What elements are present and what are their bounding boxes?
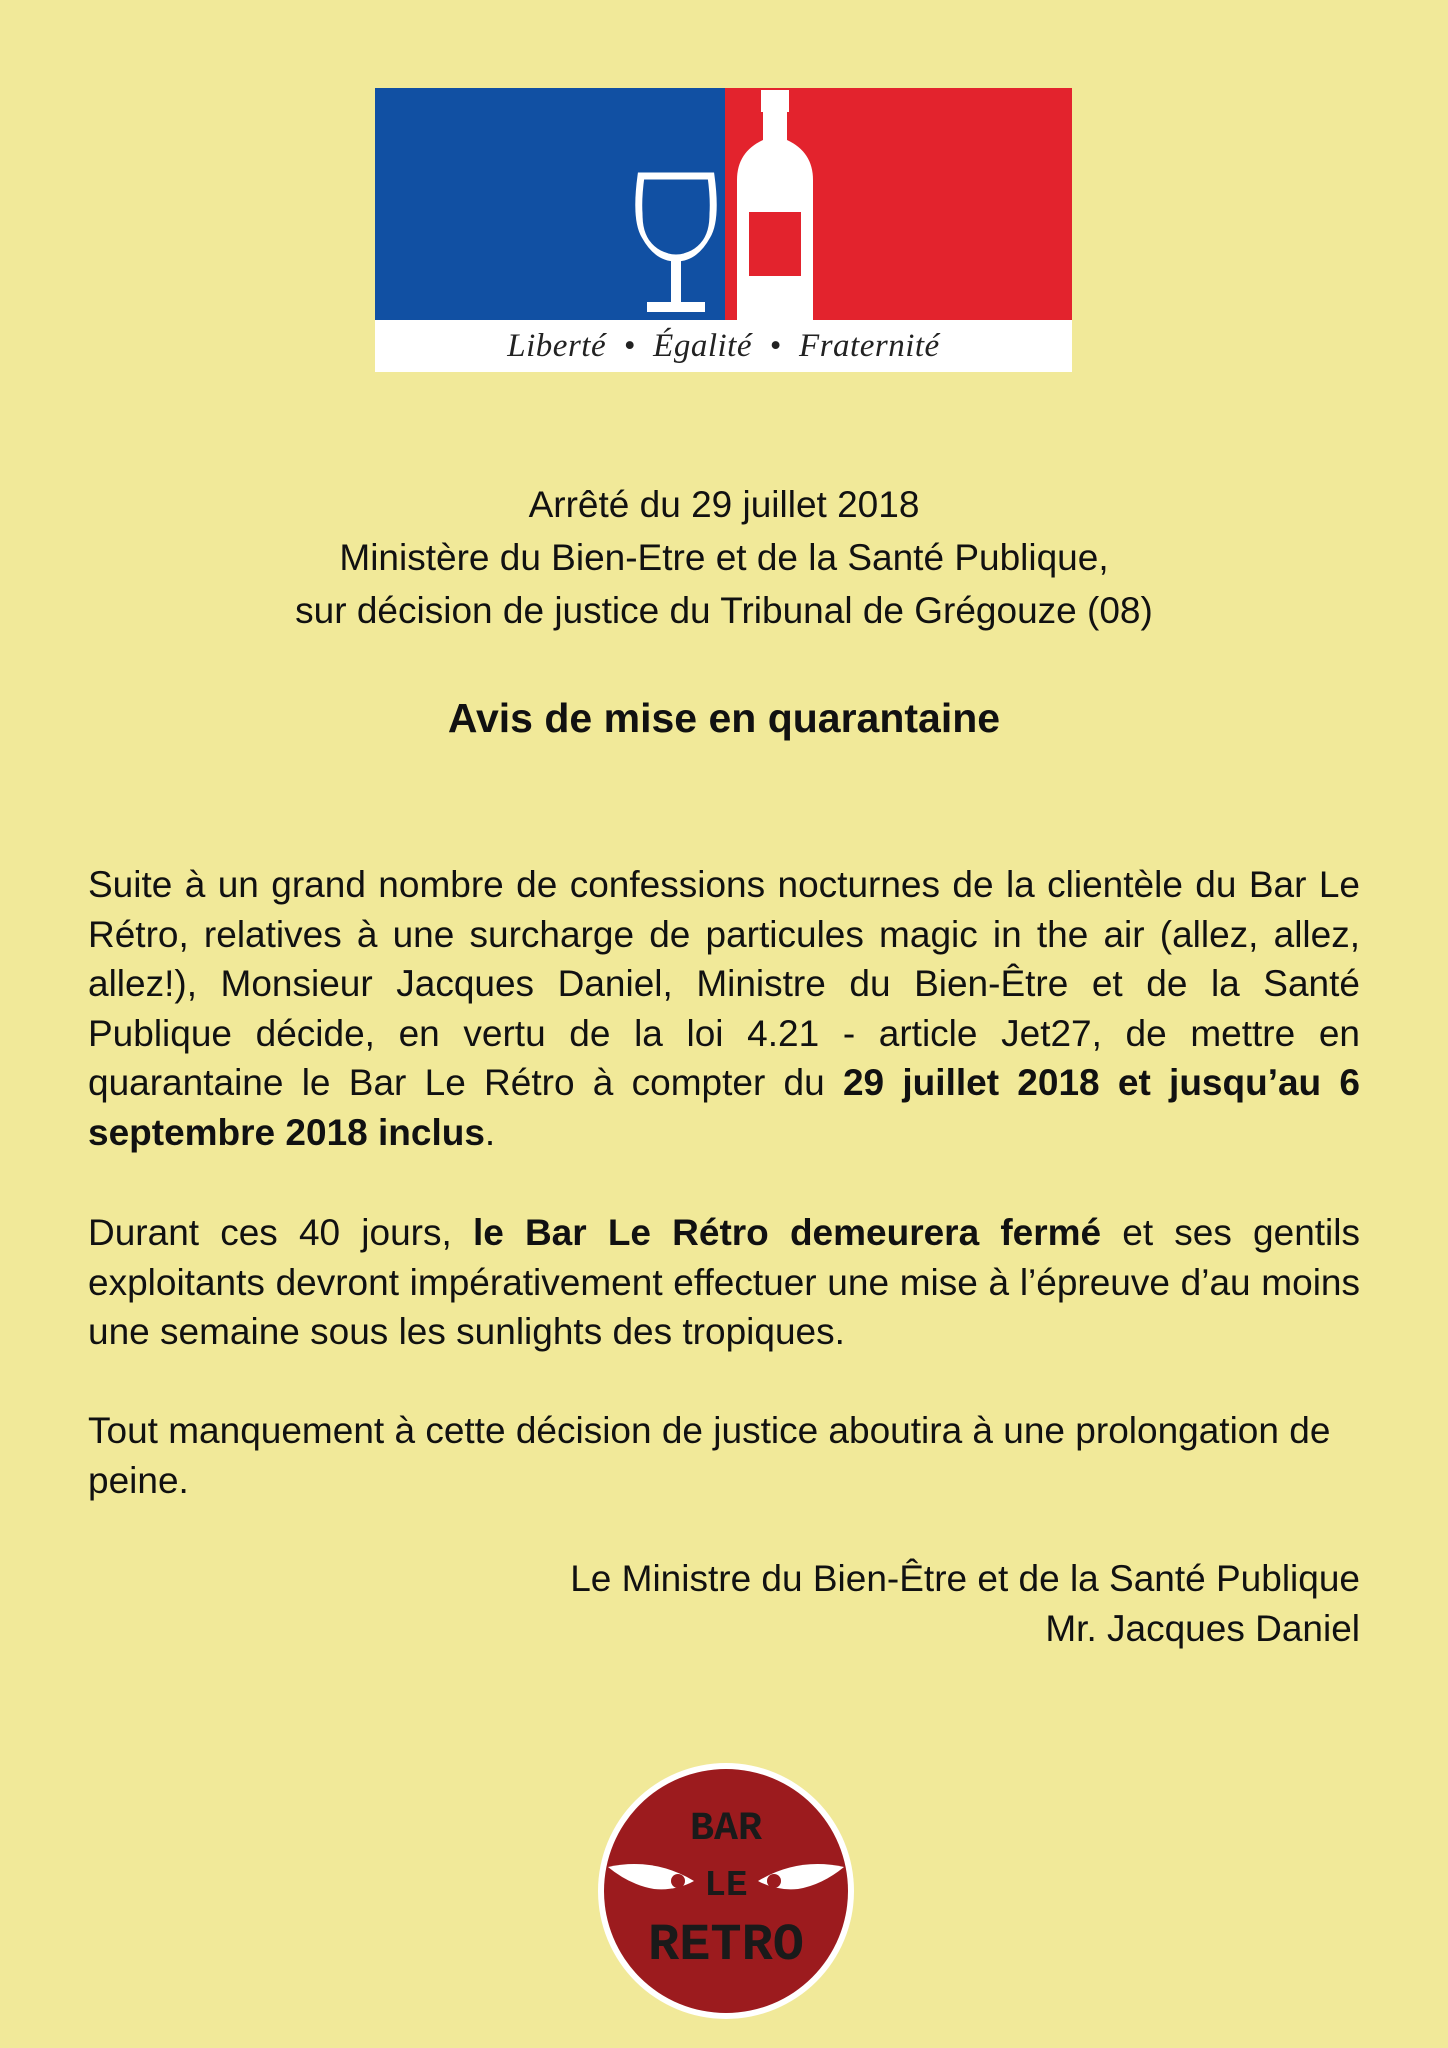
notice-title: Avis de mise en quarantaine: [447, 695, 1001, 741]
signature-block: [570, 1554, 1360, 1654]
motto-egalite: Égalité: [653, 327, 752, 364]
motto-band: [375, 320, 1072, 372]
paragraph-warning: Tout manquement à cette décision de justice aboutira à une prolongation de peine.: [88, 1410, 1331, 1501]
wine-glass-icon: [633, 170, 719, 320]
decree-header: [0, 478, 1448, 637]
bar-le-retro-logo: [594, 1759, 858, 2023]
signature-name: Mr. Jacques Daniel: [1045, 1608, 1360, 1649]
paragraph-decision: Suite à un grand nombre de confessions nocturnes de la clientèle du Bar Le Rétro, relatives à une surcharge de particules magic in the air (allez, allez, allez!), Monsieur Jacques Daniel, Ministre du Bien-Être et de la Santé Publique décide, en vertu de la loi 4.21 - article Jet27, de mettre en quarantaine le Bar Le Rétro à compter du 29 juillet 2018 et jusqu’au 6 septembre 2018 inclus.: [88, 864, 1360, 1153]
signature-title: Le Ministre du Bien-Être et de la Santé Publique: [570, 1558, 1360, 1599]
ministry-logo: [375, 88, 1072, 372]
court-reference: sur décision de justice du Tribunal de Grégouze (08): [295, 590, 1153, 631]
badge-word-le: LE: [704, 1865, 748, 1906]
wine-bottle-icon: [735, 90, 815, 320]
motto-liberte: Liberté: [507, 327, 607, 364]
motto-separator: •: [769, 327, 782, 364]
tricolor-flag: [375, 88, 1072, 320]
badge-word-bar: BAR: [689, 1807, 763, 1852]
decree-date: Arrêté du 29 juillet 2018: [528, 484, 920, 525]
paragraph-closure: Durant ces 40 jours, le Bar Le Rétro demeurera fermé et ses gentils exploitants devront impérativement effectuer une mise à l’épreuve d’au moins une semaine sous les sunlights des tropiques.: [88, 1212, 1360, 1352]
badge-word-retro: RETRO: [647, 1916, 805, 1975]
ministry-name: Ministère du Bien-Etre et de la Santé Publique,: [339, 537, 1109, 578]
quarantine-period: 29 juillet 2018 et jusqu’au 6 septembre 2018 inclus: [88, 1062, 1360, 1153]
closure-statement: le Bar Le Rétro demeurera fermé: [472, 1212, 1102, 1253]
motto-fraternite: Fraternité: [799, 327, 940, 364]
motto-separator: •: [623, 327, 636, 364]
